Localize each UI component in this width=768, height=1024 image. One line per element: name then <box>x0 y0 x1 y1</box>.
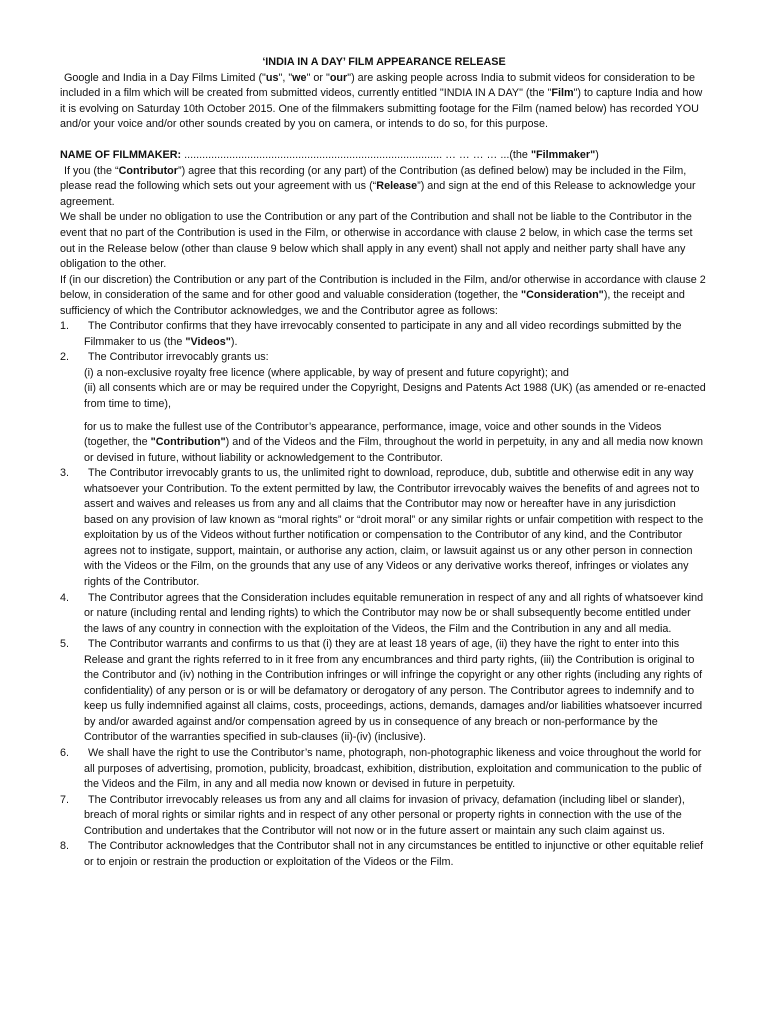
filmmaker-line <box>60 148 708 164</box>
term-contributor: Contributor <box>118 164 178 177</box>
clause-text: ). <box>230 335 238 348</box>
clause-number: 1. <box>60 320 70 333</box>
contributor-text: ”) agree that this recording (or any part) of the Contribution (as defined below) may be included in the Film, please read the following which sets out your agreement with us (“ <box>60 164 687 193</box>
document-title: ‘INDIA IN A DAY’ FILM APPEARANCE RELEASE <box>262 56 506 68</box>
clause-8 <box>60 839 708 870</box>
intro-text: " or " <box>306 71 330 84</box>
intro-text: Google and India in a Day Films Limited (" <box>64 71 266 84</box>
filmmaker-label: NAME OF FILMMAKER: <box>60 149 182 162</box>
clause-2 <box>60 350 708 466</box>
intro-text: ") to capture India and how it is evolving on Saturday 10th October 2015. One of the filmmakers submitting footage for the Film (named below) has recorded YOU and/or your voice and/or other sounds created by you on camera, or intends to do so, for this purpose. <box>60 87 703 131</box>
clause-2-sub-ii: (ii) all consents which are or may be required under the Copyright, Designs and Patents Act 1988 (UK) (as amended or re-enacted from time to time), <box>84 382 706 410</box>
clause-6 <box>60 746 708 793</box>
clause-text: The Contributor irrevocably grants us: <box>88 351 269 364</box>
clause-number: 2. <box>60 351 70 364</box>
consideration-text: If (in our discretion) the Contribution or any part of the Contribution is included in the Film, and/or otherwise in accordance with clause 2 below, in consideration of the same and for other good and valuable consideration (together, the <box>60 273 706 302</box>
contributor-text: ”) and sign at the end of this Release to acknowledge your agreement. <box>60 180 696 208</box>
term-we: we <box>292 71 307 84</box>
clause-text: We shall have the right to use the Contributor’s name, photograph, non-photographic likeness and voice throughout the world for all purposes of advertising, promotion, publicity, broadcast, exhibition, distribution, exploitation and communication to the public of the Videos and the Film, in any and all media now known or devised in future in perpetuity. <box>84 747 702 791</box>
clause-text: The Contributor warrants and confirms to us that (i) they are at least 18 years of age, (ii) they have the right to enter into this Release and grant the rights referred to in it free from any encumbrances and third party rights, (iii) the Contribution is original to the Contributor and (iv) nothing in the Contribution infringes or will infringe the copyright or any other rights (including any rights of confidentiality) of any person or is or will be defamatory or derogatory of any person. The Contributor agrees to indemnify and to keep us fully indemnified against all claims, costs, proceedings, actions, demands, damages and/or liabilities whatsoever incurred by and/or awarded against and/or compensation agreed by us in consequence of any breach or non-performance by the Contributor of the warranties specified in sub-clauses (ii)-(iv) (inclusive). <box>84 638 703 744</box>
clause-2-continuation <box>84 420 708 467</box>
spacer <box>60 133 708 149</box>
clause-number: 4. <box>60 591 70 604</box>
filmmaker-close: ) <box>595 149 599 162</box>
term-our: our <box>329 71 348 84</box>
term-videos: "Videos" <box>185 335 231 348</box>
clause-text: for us to make the fullest use of the Contributor’s appearance, performance, image, voice and other sounds in the Videos (together, the <box>84 420 662 449</box>
clause-list <box>60 319 708 870</box>
clause-number: 5. <box>60 638 70 651</box>
term-us: us <box>265 71 279 84</box>
obligation-paragraph: We shall be under no obligation to use the Contribution or any part of the Contribution and shall not be liable to the Contributor in the event that no part of the Contribution is used in the Film, or otherwise in accordance with clause 2 below, in which case the terms set out in the Release below (other than clause 9 below which shall apply in any event) shall not apply and neither party shall have any obligation to the other. <box>60 211 693 271</box>
contributor-text: If you (the “ <box>64 164 119 177</box>
clause-number: 3. <box>60 467 70 480</box>
term-film: Film <box>551 87 574 100</box>
clause-5 <box>60 637 708 746</box>
clause-text: The Contributor confirms that they have irrevocably consented to participate in any and all video recordings submitted by the Filmmaker to us (the <box>84 320 682 348</box>
clause-text: ) and of the Videos and the Film, throughout the world in perpetuity, in any and all media now known or devised in future, without liability or acknowledgement to the Contributor. <box>84 436 703 464</box>
contributor-paragraph <box>60 164 708 211</box>
clause-text: The Contributor irrevocably grants to us, the unlimited right to download, reproduce, dub, subtitle and otherwise edit in any way whatsoever your Contribution. To the extent permitted by law, the Contributor irrevocably waives the benefits of and agrees not to assert and waives and releases us from any and all claims that the Contributor may now or hereafter have in any jurisdiction based on any provision of law known as “moral rights” or “droit moral” or any similar rights or unfair competition with respect to the exploitation by us of the Videos without further notification or compensation to the Contributor of any kind, and the Contributor agrees not to instigate, support, maintain, or authorise any action, claim, or lawsuit against us or any other person in connection with the Videos or the Film, on the grounds that any use of any Videos or any derivative works thereof, infringes or violates any rights of the Contributor. <box>84 467 704 588</box>
consideration-paragraph <box>60 273 708 320</box>
term-release: Release <box>376 180 418 193</box>
clause-number: 7. <box>60 793 70 806</box>
clause-number: 8. <box>60 840 70 853</box>
term-contribution: "Contribution" <box>150 436 226 449</box>
clause-text: The Contributor acknowledges that the Contributor shall not in any circumstances be entitled to injunctive or other equitable relief or to enjoin or restrain the production or exploitation of the Videos or the Film. <box>84 840 704 868</box>
intro-paragraph <box>60 71 708 133</box>
intro-text: ") are asking people across India to submit videos for consideration to be included in a film which will be created from submitted videos, currently entitled "INDIA IN A DAY" (the " <box>60 71 695 100</box>
clause-7 <box>60 793 708 840</box>
term-consideration: "Consideration" <box>520 289 604 302</box>
clause-4 <box>60 591 708 638</box>
clause-1 <box>60 319 708 350</box>
clause-number: 6. <box>60 747 70 760</box>
intro-text: ", " <box>278 71 293 84</box>
consideration-text: ), the receipt and sufficiency of which the Contributor acknowledges, we and the Contributor agree as follows: <box>60 289 685 317</box>
term-filmmaker: "Filmmaker" <box>530 149 596 162</box>
clause-text: The Contributor agrees that the Consideration includes equitable remuneration in respect of any and all rights of whatsoever kind or nature (including rental and lending rights) to which the Contributor may now be or shall subsequently become entitled under the laws of any country in connection with the exploitation of the Videos, the Film and the Contribution in any and all media. <box>84 591 704 635</box>
clause-3 <box>60 466 708 590</box>
filmmaker-blank-field: ...................................................................................... … … … … ...(the <box>181 149 531 162</box>
clause-text: The Contributor irrevocably releases us from any and all claims for invasion of privacy, defamation (including libel or slander), breach of moral rights or similar rights and in respect of any other personal or property rights in connection with the use of the Contribution and undertakes that the Contributor will not now or in the future assert or maintain any such claim against us. <box>84 793 685 837</box>
clause-2-sub-i: (i) a non-exclusive royalty free licence (where applicable, by way of present and future copyright); and <box>84 366 569 379</box>
